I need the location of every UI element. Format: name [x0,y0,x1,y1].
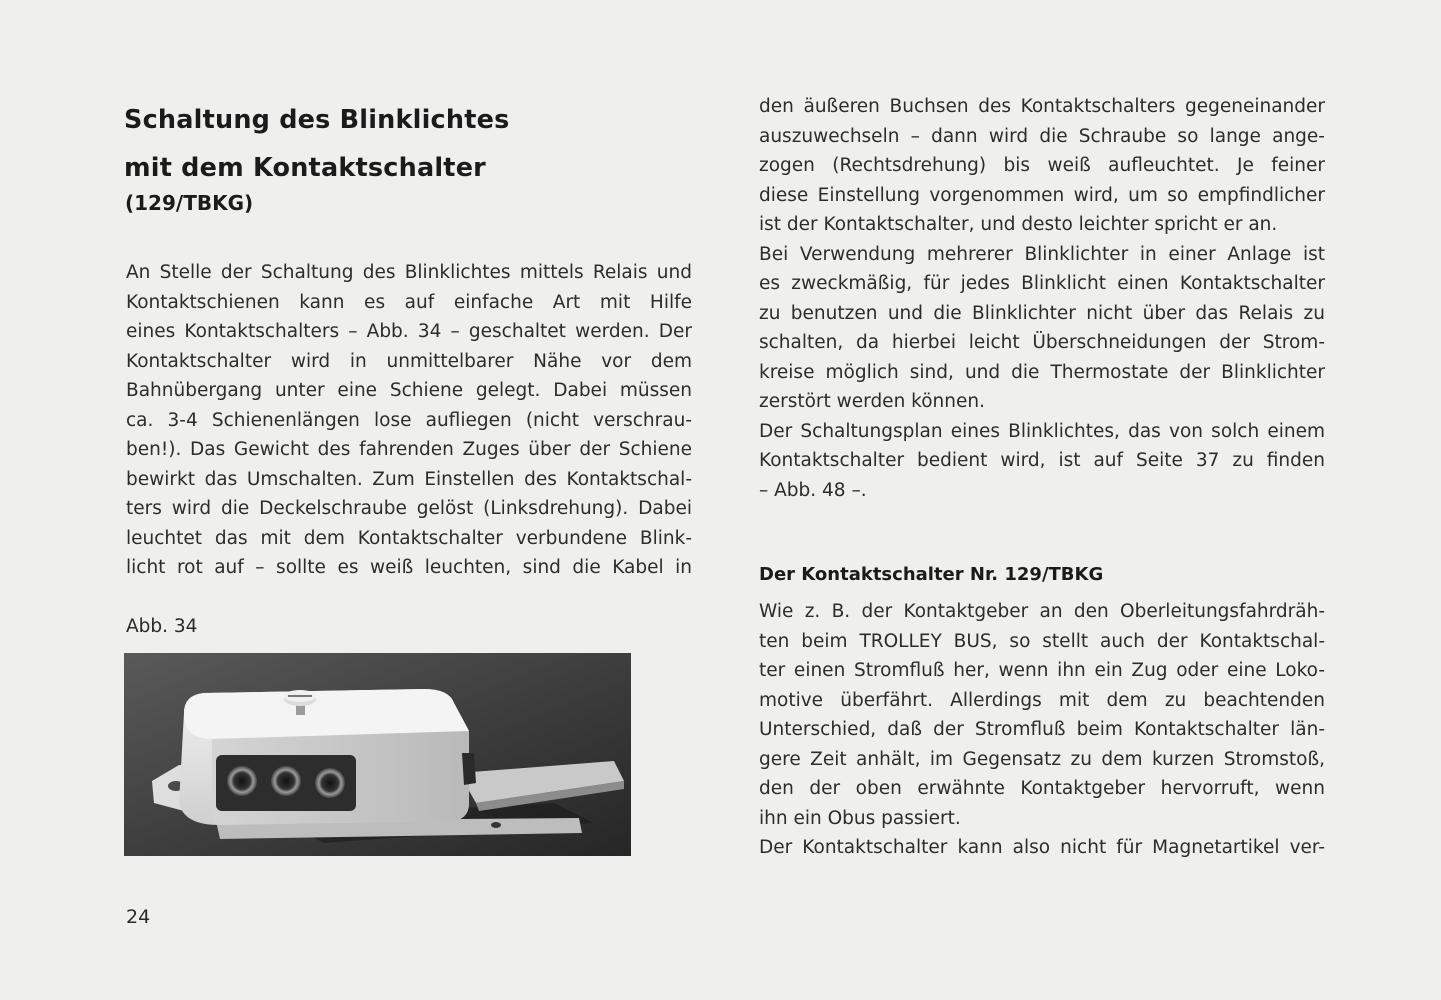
text-line: leuchtet das mit dem Kontaktschalter verbundene Blink- [126,527,692,549]
text-line: ca. 3-4 Schienenlängen lose aufliegen (nicht verschrau- [126,409,692,431]
text-line: schalten, da hierbei leicht Überschneidungen der Strom- [759,332,1325,353]
text-line: kreise möglich sind, und die Thermostate der Blinklichter [759,361,1325,383]
page-number: 24 [126,906,151,928]
text-line: Kontaktschalter wird in unmittelbarer Nähe vor dem [126,350,692,372]
left-paragraph [126,258,692,583]
text-line: ten beim TROLLEY BUS, so stellt auch der Kontaktschal- [759,630,1325,652]
text-line: Bahnübergang unter eine Schiene gelegt. Dabei müssen [126,380,692,401]
title-line: Schaltung des Blinklichtes [124,105,510,135]
text-line: zogen (Rechtsdrehung) bis weiß aufleuchtet. Je feiner [759,155,1325,176]
text-line: motive überfährt. Allerdings mit dem zu beachtenden [759,689,1325,711]
text-line: gere Zeit anhält, im Gegensatz zu dem kurzen Stromstoß, [759,748,1325,770]
subsection-heading: Der Kontaktschalter Nr. 129/TBKG [759,564,1104,585]
text-line: Bei Verwendung mehrerer Blinklichter in einer Anlage ist [759,243,1325,265]
text-line: Kontaktschienen kann es auf einfache Art mit Hilfe [126,291,692,313]
text-line: zerstört werden können. [759,391,985,412]
text-line: ben!). Das Gewicht des fahrenden Zuges über der Schiene [126,439,692,460]
text-line: es zweckmäßig, für jedes Blinklicht einen Kontaktschalter [759,273,1325,294]
text-line: – Abb. 48 –. [759,479,867,501]
text-line: den äußeren Buchsen des Kontaktschalters gegeneinander [759,96,1325,117]
text-line: diese Einstellung vorgenommen wird, um so empfindlicher [759,184,1325,206]
text-line: den der oben erwähnte Kontaktgeber hervorruft, wenn [759,778,1325,799]
right-paragraph-2 [759,597,1325,863]
contact-switch-photo [124,653,631,856]
text-line: licht rot auf – sollte es weiß leuchten, sind die Kabel in [126,557,692,578]
text-line: ter einen Stromfluß her, wenn ihn ein Zug oder eine Loko- [759,660,1325,681]
contact-switch-illustration [124,653,631,856]
text-line: Unterschied, daß der Stromfluß beim Kontaktschalter län- [759,719,1325,740]
text-line: eines Kontaktschalters – Abb. 34 – geschaltet werden. Der [126,321,692,342]
title-line: mit dem Kontaktschalter [124,153,486,183]
text-line: auszuwechseln – dann wird die Schraube so lange ange- [759,125,1325,147]
section-subtitle: (129/TBKG) [125,191,254,215]
text-line: ihn ein Obus passiert. [759,807,961,829]
text-line: Der Kontaktschalter kann also nicht für Magnetartikel ver- [759,837,1325,858]
text-line: Kontaktschalter bedient wird, ist auf Seite 37 zu finden [759,450,1325,471]
text-line: An Stelle der Schaltung des Blinklichtes mittels Relais und [126,262,692,283]
text-line: zu benutzen und die Blinklichter nicht über das Relais zu [759,302,1325,324]
figure-caption: Abb. 34 [126,616,198,637]
text-line: Wie z. B. der Kontaktgeber an den Oberleitungsfahrdräh- [759,601,1325,622]
text-line: ters wird die Deckelschraube gelöst (Linksdrehung). Dabei [126,498,692,519]
section-title [124,96,684,192]
text-line: ist der Kontaktschalter, und desto leichter spricht er an. [759,214,1278,235]
right-paragraph-1 [759,92,1325,505]
text-line: Der Schaltungsplan eines Blinklichtes, das von solch einem [759,420,1325,442]
text-line: bewirkt das Umschalten. Zum Einstellen des Kontaktschal- [126,468,692,490]
